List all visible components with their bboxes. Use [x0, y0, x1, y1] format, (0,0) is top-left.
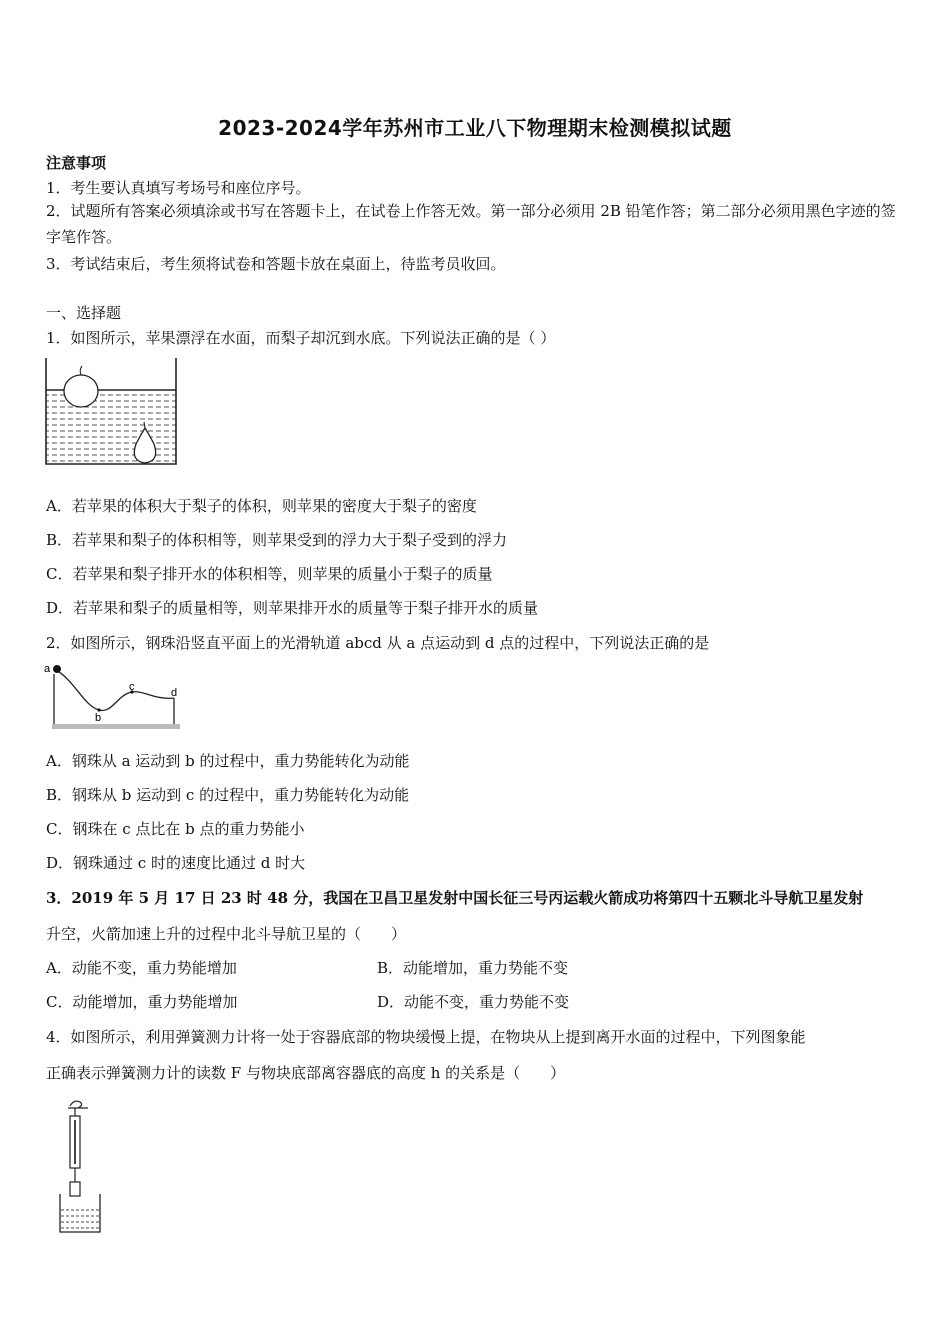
q1-option-d: D．若苹果和梨子的质量相等，则苹果排开水的质量等于梨子排开水的质量	[46, 599, 539, 617]
q2-stem: 2．如图所示，钢珠沿竖直平面上的光滑轨道 abcd 从 a 点运动到 d 点的过程中，下列说法正确的是	[46, 634, 710, 652]
track-curve	[56, 670, 174, 711]
container-outline	[60, 1194, 100, 1232]
steel-ball	[53, 665, 61, 673]
q3-option-d: D．动能不变，重力势能不变	[377, 993, 570, 1011]
notice-item-3: 3．考试结束后，考生须将试卷和答题卡放在桌面上，待监考员收回。	[46, 255, 506, 273]
q1-option-c: C．若苹果和梨子排开水的体积相等，则苹果的质量小于梨子的质量	[46, 565, 493, 583]
q1-figure-apple-pear-tank	[44, 356, 178, 468]
block-object	[70, 1182, 80, 1196]
label-d: d	[171, 687, 178, 699]
q3-option-c: C．动能增加，重力势能增加	[46, 993, 238, 1011]
q2-option-b: B．钢珠从 b 运动到 c 的过程中，重力势能转化为动能	[46, 786, 410, 804]
q3-stem-line1: 3．2019 年 5 月 17 日 23 时 48 分，我国在卫昌卫星发射中国长征三号丙运载火箭成功将第四十五颗北斗导航卫星发射	[46, 889, 864, 907]
apple-shape	[64, 375, 98, 407]
q1-option-b: B．若苹果和梨子的体积相等，则苹果受到的浮力大于梨子受到的浮力	[46, 531, 508, 549]
q1-option-a: A．若苹果的体积大于梨子的体积，则苹果的密度大于梨子的密度	[46, 497, 477, 515]
q2-figure-track-abcd	[44, 660, 184, 736]
q3-stem-line2: 升空，火箭加速上升的过程中北斗导航卫星的（ ）	[46, 925, 407, 943]
q2-option-c: C．钢珠在 c 点比在 b 点的重力势能小	[46, 820, 305, 838]
label-a: a	[44, 663, 51, 675]
notice-item-2: 2．试题所有答案必须填涂或书写在答题卡上，在试卷上作答无效。第一部分必须用 2B 铅笔作答；第二部分必须用黑色字迹的签字笔作答。	[46, 202, 896, 246]
section-heading: 一、选择题	[46, 304, 122, 322]
notice-heading: 注意事项	[46, 154, 107, 172]
q4-stem-line2: 正确表示弹簧测力计的读数 F 与物块底部离容器底的高度 h 的关系是（ ）	[46, 1064, 566, 1082]
q1-stem: 1．如图所示，苹果漂浮在水面，而梨子却沉到水底。下列说法正确的是（ ）	[46, 329, 556, 347]
ground-strip	[52, 724, 180, 729]
water-region	[46, 390, 176, 464]
q2-option-a: A．钢珠从 a 运动到 b 的过程中，重力势能转化为动能	[46, 752, 410, 770]
label-b: b	[95, 712, 102, 724]
q4-stem-line1: 4．如图所示，利用弹簧测力计将一处于容器底部的物块缓慢上提，在物块从上提到离开水面的过程中，下列图象能	[46, 1028, 806, 1046]
q2-option-d: D．钢珠通过 c 时的速度比通过 d 时大	[46, 854, 306, 872]
page-title: 2023-2024学年苏州市工业八下物理期末检测模拟试题	[218, 116, 732, 140]
label-c: c	[129, 681, 135, 693]
notice-item-1: 1．考生要认真填写考场号和座位序号。	[46, 179, 311, 197]
q4-figure-spring-scale-container	[58, 1098, 104, 1236]
q3-option-b: B．动能增加，重力势能不变	[377, 959, 569, 977]
hand-shape	[70, 1101, 82, 1108]
q3-option-a: A．动能不变，重力势能增加	[46, 959, 237, 977]
